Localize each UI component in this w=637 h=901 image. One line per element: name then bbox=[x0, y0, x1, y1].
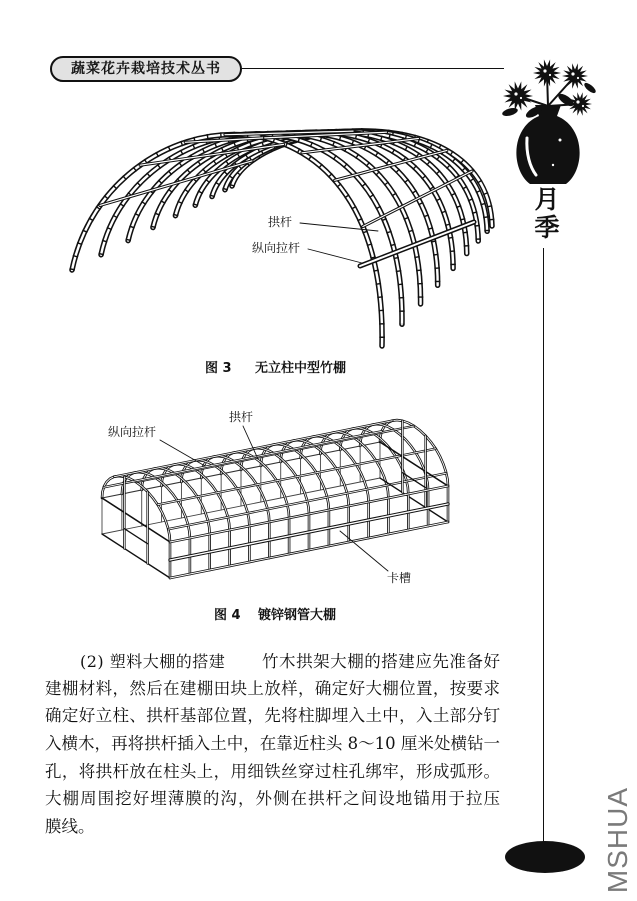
leader-line-groove bbox=[340, 531, 388, 571]
leaf bbox=[583, 81, 598, 95]
rose-flower bbox=[568, 92, 592, 115]
body-line: 孔，将拱杆放在柱头上，用细铁丝穿过柱孔绑牢，形成弧形。 bbox=[45, 762, 500, 781]
watermark: MSHUA bbox=[602, 787, 633, 894]
fig3-label-arch: 拱杆 bbox=[268, 215, 293, 229]
left-end-frame-sill bbox=[102, 534, 170, 578]
flower-highlight bbox=[514, 92, 517, 95]
vase-flowers-illustration bbox=[501, 59, 597, 184]
body-line: 建棚材料，然后在建棚田块上放样，确定好大棚位置，按要求 bbox=[45, 679, 500, 698]
rose-flower bbox=[503, 81, 533, 110]
flower-highlight bbox=[520, 97, 522, 99]
side-vertical-rule bbox=[543, 248, 544, 846]
left-end-frame-crossbar bbox=[124, 529, 147, 544]
body-line: 膜线。 bbox=[45, 817, 95, 836]
steel-tube-greenhouse-drawing bbox=[102, 420, 448, 578]
body-line: 大棚周围挖好埋薄膜的沟，外侧在拱杆之间设地锚用于拉压 bbox=[45, 789, 500, 808]
flower-highlight bbox=[571, 72, 574, 75]
flower-highlight bbox=[576, 100, 579, 103]
flower-highlight bbox=[577, 77, 579, 79]
header-rule bbox=[242, 68, 504, 69]
bamboo-arch-greenhouse-drawing bbox=[72, 131, 492, 346]
body-line: 确定好立柱、拱杆基部位置，先将柱脚埋入土中，入土部分钉 bbox=[45, 706, 500, 725]
flower-highlight bbox=[549, 74, 551, 76]
body-line: 入横木，再将拱杆插入土中，在靠近柱头 8～10 厘米处横钻一 bbox=[45, 734, 500, 753]
fig4-label-arch: 拱杆 bbox=[229, 410, 254, 424]
book-title-vertical: 月季 bbox=[531, 186, 560, 242]
flower-highlight bbox=[582, 105, 584, 107]
fig3-caption-title: 无立柱中型竹棚 bbox=[255, 361, 347, 376]
body-line-first: 竹木拱架大棚的搭建应先准备好 bbox=[262, 652, 500, 671]
vase-speck bbox=[559, 139, 562, 142]
leader-line-longitudinal bbox=[308, 249, 362, 263]
fig4-label-groove: 卡槽 bbox=[387, 571, 412, 585]
section-heading: (2) 塑料大棚的搭建 bbox=[80, 652, 226, 671]
fig3-label-longitudinal: 纵向拉杆 bbox=[252, 241, 301, 255]
fig3-caption-number: 图 3 bbox=[205, 361, 232, 376]
flower-highlight bbox=[543, 69, 546, 72]
leaf bbox=[501, 107, 518, 118]
fig4-caption-number: 图 4 bbox=[214, 608, 241, 623]
side-oval-ornament bbox=[505, 841, 585, 873]
fig4-label-longitudinal: 纵向拉杆 bbox=[108, 425, 157, 439]
fig4-caption-title: 镀锌钢管大棚 bbox=[258, 608, 337, 623]
vase-speck bbox=[552, 164, 554, 166]
series-title-banner: 蔬菜花卉栽培技术丛书 bbox=[50, 56, 242, 82]
